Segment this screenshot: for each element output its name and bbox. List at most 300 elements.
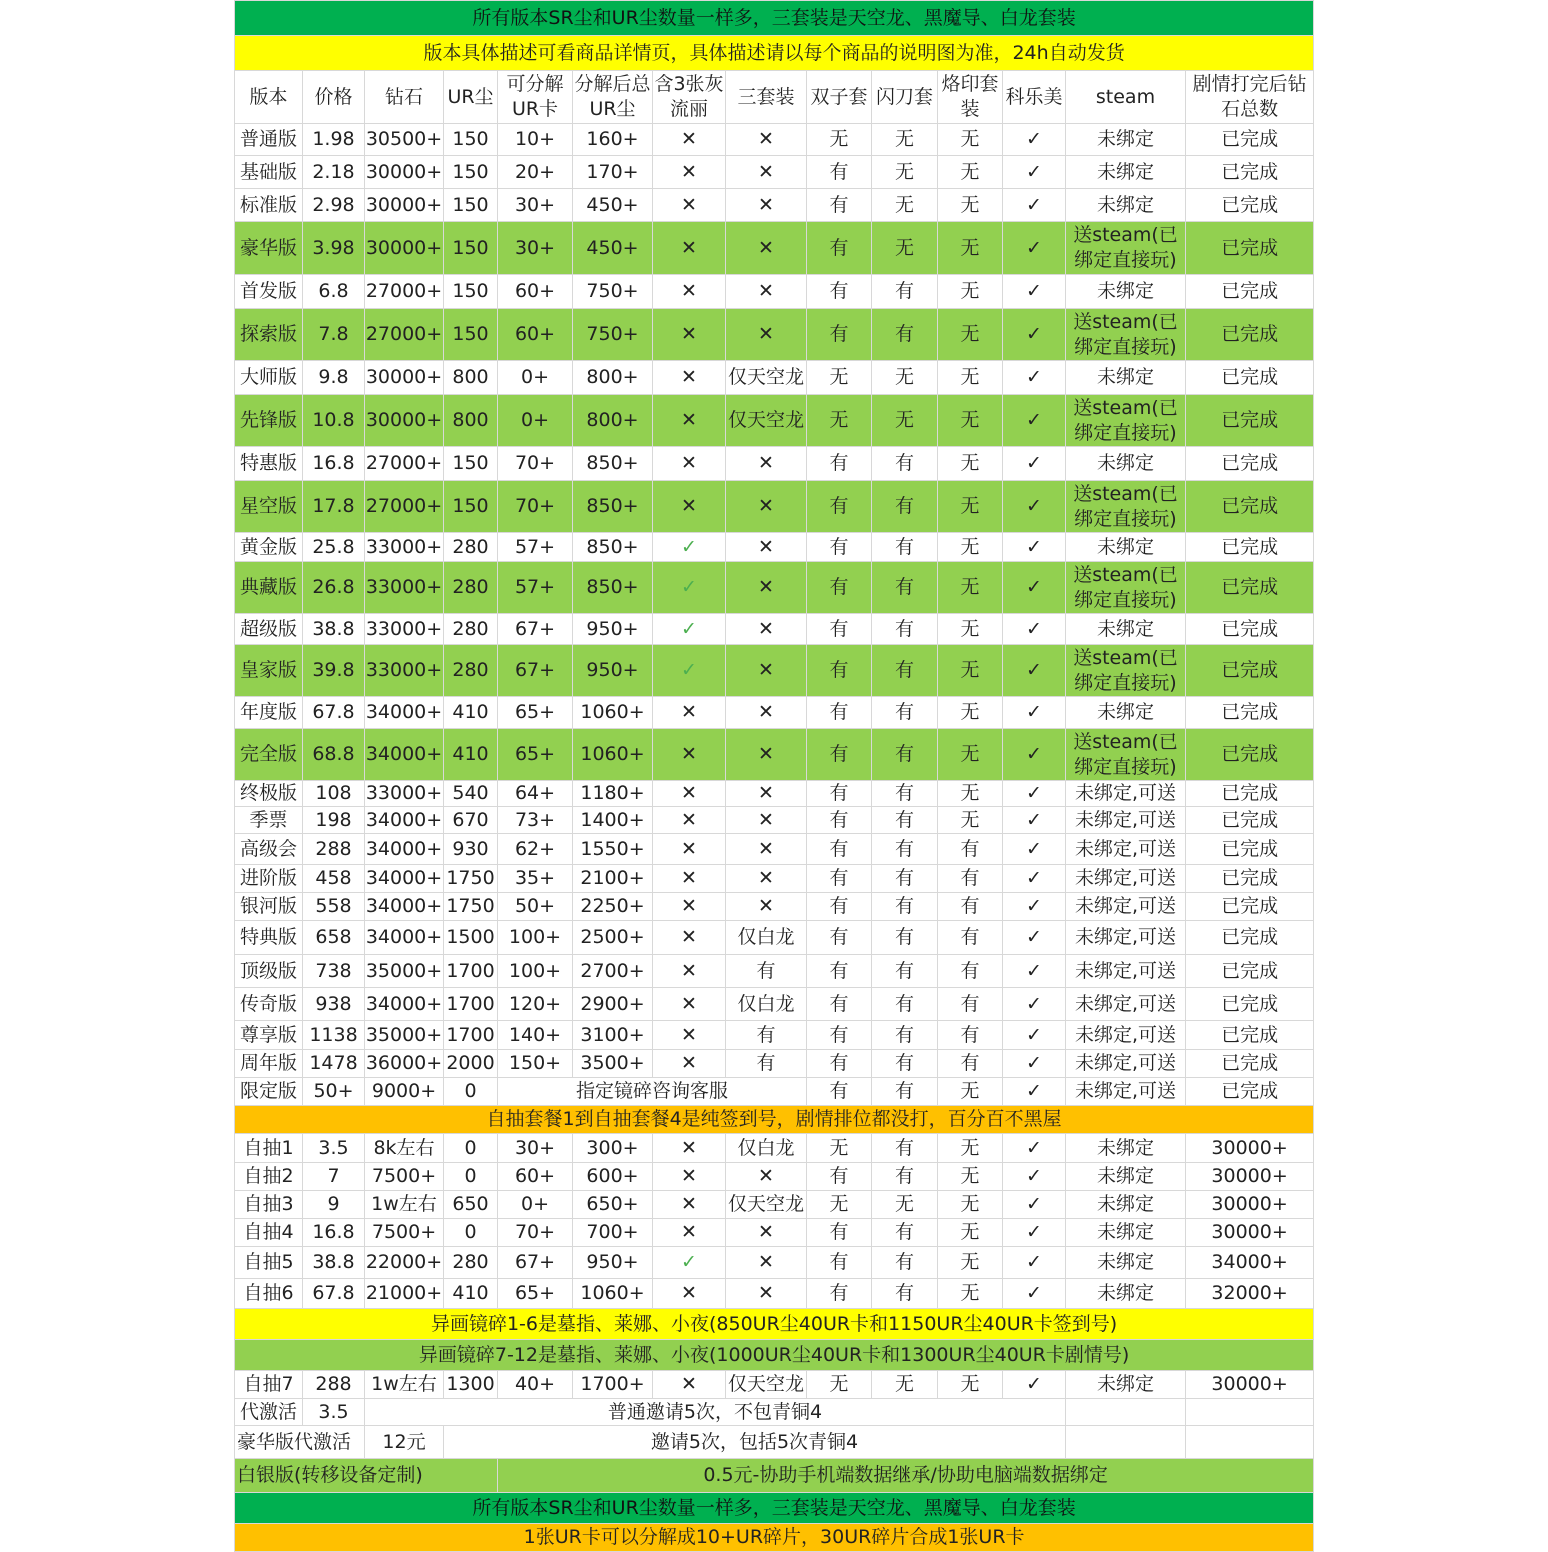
table-cell: 首发版 [235, 275, 303, 309]
table-cell: 代激活 [235, 1399, 303, 1426]
table-cell: 有 [872, 1021, 938, 1050]
table-cell: 300+ [573, 1134, 653, 1163]
table-cell: 100+ [498, 921, 573, 955]
column-header: 科乐美 [1003, 71, 1066, 124]
table-cell: 50+ [303, 1078, 365, 1106]
table-cell: ✕ [653, 1279, 726, 1309]
table-cell: 10+ [498, 124, 573, 156]
table-cell: ✕ [653, 222, 726, 275]
table-cell: 限定版 [235, 1078, 303, 1106]
table-cell: 280 [444, 562, 498, 614]
table-cell: 标准版 [235, 189, 303, 222]
table-cell: 有 [872, 955, 938, 988]
table-cell: 7500+ [365, 1219, 444, 1247]
table-cell: 70+ [498, 481, 573, 533]
table-cell: 27000+ [365, 481, 444, 533]
table-cell: ✕ [726, 189, 807, 222]
table-cell: 有 [807, 1219, 872, 1247]
table-cell: 30000+ [365, 361, 444, 395]
table-cell: 有 [872, 481, 938, 533]
table-cell: 无 [938, 275, 1003, 309]
table-cell: 558 [303, 893, 365, 921]
table-cell: 9000+ [365, 1078, 444, 1106]
table-cell: 38.8 [303, 614, 365, 645]
table-cell: 有 [807, 481, 872, 533]
table-cell: ✕ [653, 955, 726, 988]
table-cell: 有 [807, 921, 872, 955]
table-cell: ✓ [1003, 921, 1066, 955]
table-cell: ✓ [1003, 697, 1066, 729]
table-cell: 16.8 [303, 1219, 365, 1247]
limited-note: 指定镜碎咨询客服 [498, 1078, 807, 1106]
table-cell: 无 [938, 481, 1003, 533]
green-note-banner: 异画镜碎7-12是墓指、莱娜、小夜(1000UR尘40UR卡和1300UR尘40UR卡剧情号) [235, 1340, 1314, 1371]
table-cell: ✕ [726, 275, 807, 309]
table-cell: 70+ [498, 1219, 573, 1247]
table-cell: 7.8 [303, 309, 365, 361]
table-cell: 150 [444, 481, 498, 533]
table-cell: 有 [807, 309, 872, 361]
table-row [235, 275, 1314, 309]
table-cell: 无 [807, 1134, 872, 1163]
table-cell: 有 [872, 645, 938, 697]
table-cell: 送steam(已绑定直接玩) [1066, 729, 1186, 781]
table-cell: 1060+ [573, 1279, 653, 1309]
table-cell: 450+ [573, 189, 653, 222]
table-cell: 150 [444, 156, 498, 189]
table-cell: 有 [807, 807, 872, 834]
table-cell: 2100+ [573, 865, 653, 893]
table-cell: 无 [938, 1247, 1003, 1279]
table-cell: 有 [726, 955, 807, 988]
table-cell: 有 [872, 1219, 938, 1247]
table-cell: 1750 [444, 865, 498, 893]
table-cell: ✓ [1003, 1163, 1066, 1191]
table-cell: 33000+ [365, 645, 444, 697]
table-cell: 57+ [498, 533, 573, 562]
table-row [235, 189, 1314, 222]
silver-label: 白银版(转移设备定制) [235, 1459, 498, 1493]
table-cell: 36000+ [365, 1050, 444, 1078]
table-cell: 67+ [498, 645, 573, 697]
table-cell: 送steam(已绑定直接玩) [1066, 562, 1186, 614]
table-cell: ✓ [1003, 865, 1066, 893]
table-cell: ✕ [653, 275, 726, 309]
table-cell: ✕ [653, 309, 726, 361]
table-cell: 30000+ [1186, 1134, 1314, 1163]
table-cell: ✓ [1003, 533, 1066, 562]
table-cell: 1300 [444, 1371, 498, 1399]
table-cell: 仅白龙 [726, 921, 807, 955]
table-cell: 280 [444, 645, 498, 697]
table-cell: 16.8 [303, 447, 365, 481]
table-cell: 150 [444, 447, 498, 481]
table-cell: 已完成 [1186, 481, 1314, 533]
table-cell: 无 [938, 361, 1003, 395]
table-cell: 无 [938, 1078, 1003, 1106]
table-cell: 未绑定,可送 [1066, 1050, 1186, 1078]
table-cell: 传奇版 [235, 988, 303, 1021]
table-cell: 280 [444, 614, 498, 645]
table-cell: 410 [444, 729, 498, 781]
table-cell: 850+ [573, 533, 653, 562]
table-cell: 有 [807, 1021, 872, 1050]
table-cell: 已完成 [1186, 697, 1314, 729]
table-row [235, 697, 1314, 729]
table-cell: 送steam(已绑定直接玩) [1066, 222, 1186, 275]
table-cell: 未绑定,可送 [1066, 1021, 1186, 1050]
bottom-banner-1-row [235, 1493, 1314, 1524]
table-cell: 198 [303, 807, 365, 834]
table-row [235, 447, 1314, 481]
table-cell: ✓ [1003, 893, 1066, 921]
table-cell: 已完成 [1186, 893, 1314, 921]
table-cell: 1550+ [573, 834, 653, 865]
table-cell: ✕ [653, 729, 726, 781]
table-cell: 有 [807, 955, 872, 988]
table-cell: 458 [303, 865, 365, 893]
table-cell: ✕ [653, 189, 726, 222]
table-cell: ✓ [1003, 395, 1066, 447]
table-row [235, 222, 1314, 275]
column-header: 可分解UR卡 [498, 71, 573, 124]
table-cell: ✕ [726, 124, 807, 156]
column-header: 三套装 [726, 71, 807, 124]
table-cell: 150 [444, 189, 498, 222]
table-cell: 150 [444, 309, 498, 361]
table-cell: 120+ [498, 988, 573, 1021]
table-cell: 有 [872, 1134, 938, 1163]
table-cell: 950+ [573, 645, 653, 697]
table-cell: ✕ [726, 645, 807, 697]
table-cell: 无 [872, 156, 938, 189]
table-row [235, 893, 1314, 921]
table-cell: 有 [938, 988, 1003, 1021]
table-cell: ✕ [653, 697, 726, 729]
table-cell: 未绑定,可送 [1066, 807, 1186, 834]
table-cell: 有 [938, 1021, 1003, 1050]
table-cell: 仅白龙 [726, 1134, 807, 1163]
table-cell: 有 [938, 893, 1003, 921]
table-cell: ✓ [1003, 1279, 1066, 1309]
table-cell: 2900+ [573, 988, 653, 1021]
table-cell: 68.8 [303, 729, 365, 781]
table-cell: 终极版 [235, 781, 303, 807]
table-cell: 600+ [573, 1163, 653, 1191]
table-cell: 未绑定 [1066, 1191, 1186, 1219]
table-cell: 33000+ [365, 533, 444, 562]
table-cell: 30000+ [1186, 1191, 1314, 1219]
table-cell: ✕ [653, 1163, 726, 1191]
table-cell: ✓ [1003, 275, 1066, 309]
table-cell: 25.8 [303, 533, 365, 562]
table-cell: 2250+ [573, 893, 653, 921]
table-cell: 150 [444, 222, 498, 275]
table-cell: ✓ [653, 1247, 726, 1279]
table-cell: 无 [938, 562, 1003, 614]
table-row [235, 865, 1314, 893]
table-cell: 已完成 [1186, 955, 1314, 988]
table-cell: ✓ [1003, 309, 1066, 361]
table-cell: 1.98 [303, 124, 365, 156]
table-cell: 无 [938, 1279, 1003, 1309]
table-cell: 已完成 [1186, 1078, 1314, 1106]
table-cell: 基础版 [235, 156, 303, 189]
table-cell: 有 [872, 697, 938, 729]
silver-row [235, 1459, 1314, 1493]
table-cell: 有 [807, 988, 872, 1021]
table-cell: 1478 [303, 1050, 365, 1078]
table-cell: 33000+ [365, 781, 444, 807]
deluxe-activation-label: 豪华版代激活 [235, 1426, 365, 1459]
table-cell: 先锋版 [235, 395, 303, 447]
table-cell: 3.98 [303, 222, 365, 275]
table-cell: 大师版 [235, 361, 303, 395]
table-cell: 未绑定,可送 [1066, 1078, 1186, 1106]
table-cell: 有 [872, 533, 938, 562]
table-cell: 150 [444, 275, 498, 309]
table-cell: 无 [938, 533, 1003, 562]
column-header: 闪刀套 [872, 71, 938, 124]
table-cell: 仅天空龙 [726, 395, 807, 447]
table-cell: 有 [726, 1050, 807, 1078]
table-cell: 有 [938, 921, 1003, 955]
table-cell: 30000+ [365, 189, 444, 222]
table-cell: 有 [872, 834, 938, 865]
table-cell: 无 [807, 124, 872, 156]
table-cell: 无 [807, 395, 872, 447]
table-cell: 进阶版 [235, 865, 303, 893]
column-header: 分解后总UR尘 [573, 71, 653, 124]
bottom-banner-2-row [235, 1524, 1314, 1552]
table-cell: 已完成 [1186, 645, 1314, 697]
table-cell: 30000+ [1186, 1371, 1314, 1399]
table-cell: 特典版 [235, 921, 303, 955]
table-cell: ✓ [1003, 562, 1066, 614]
empty-cell [1066, 1399, 1186, 1426]
table-cell: 周年版 [235, 1050, 303, 1078]
table-cell: 无 [938, 189, 1003, 222]
table-cell: 已完成 [1186, 361, 1314, 395]
table-cell: 已完成 [1186, 834, 1314, 865]
price-table-sheet [234, 0, 1313, 1552]
table-cell: 有 [938, 834, 1003, 865]
table-row [235, 1163, 1314, 1191]
table-cell: ✕ [653, 1134, 726, 1163]
table-cell: 26.8 [303, 562, 365, 614]
table-cell: 27000+ [365, 275, 444, 309]
table-cell: 皇家版 [235, 645, 303, 697]
table-row [235, 1134, 1314, 1163]
table-cell: 1500 [444, 921, 498, 955]
table-cell: ✕ [653, 124, 726, 156]
table-cell: 0+ [498, 361, 573, 395]
table-cell: 1700 [444, 955, 498, 988]
table-cell: 未绑定 [1066, 1219, 1186, 1247]
table-cell: 100+ [498, 955, 573, 988]
table-cell: 完全版 [235, 729, 303, 781]
table-cell: 12元 [365, 1426, 444, 1459]
table-cell: 30+ [498, 222, 573, 275]
table-cell: 有 [807, 834, 872, 865]
table-cell: 32000+ [1186, 1279, 1314, 1309]
table-cell: 150+ [498, 1050, 573, 1078]
table-cell: 57+ [498, 562, 573, 614]
table-cell: 67+ [498, 614, 573, 645]
activation-desc: 普通邀请5次，不包青铜4 [365, 1399, 1066, 1426]
yellow-note-banner: 异画镜碎1-6是墓指、莱娜、小夜(850UR尘40UR卡和1150UR尘40UR卡签到号) [235, 1309, 1314, 1340]
table-cell: 无 [938, 1219, 1003, 1247]
table-cell: 750+ [573, 309, 653, 361]
table-cell: 无 [938, 645, 1003, 697]
table-cell: 2700+ [573, 955, 653, 988]
green-note-banner-row [235, 1340, 1314, 1371]
table-cell: ✓ [1003, 447, 1066, 481]
table-cell: 2000 [444, 1050, 498, 1078]
table-cell: 有 [872, 1279, 938, 1309]
table-cell: 年度版 [235, 697, 303, 729]
table-cell: 已完成 [1186, 275, 1314, 309]
table-cell: 1700 [444, 1021, 498, 1050]
table-cell: 3.5 [303, 1134, 365, 1163]
table-cell: ✕ [726, 309, 807, 361]
table-cell: 60+ [498, 309, 573, 361]
table-cell: 280 [444, 533, 498, 562]
table-cell: 有 [872, 1078, 938, 1106]
table-cell: 410 [444, 697, 498, 729]
table-cell: ✕ [653, 481, 726, 533]
table-cell: ✓ [1003, 1134, 1066, 1163]
table-cell: ✕ [726, 533, 807, 562]
table-cell: 有 [807, 447, 872, 481]
table-cell: 0 [444, 1163, 498, 1191]
table-cell: ✓ [1003, 1371, 1066, 1399]
table-cell: ✕ [653, 1191, 726, 1219]
table-cell: ✓ [1003, 481, 1066, 533]
table-cell: 未绑定 [1066, 1371, 1186, 1399]
table-cell: 未绑定 [1066, 697, 1186, 729]
table-cell: 22000+ [365, 1247, 444, 1279]
table-cell: 仅天空龙 [726, 1371, 807, 1399]
table-cell: ✕ [726, 834, 807, 865]
table-cell: 1700+ [573, 1371, 653, 1399]
table-cell: 未绑定 [1066, 447, 1186, 481]
table-cell: 无 [938, 1191, 1003, 1219]
table-cell: 自抽2 [235, 1163, 303, 1191]
self-draw-banner: 自抽套餐1到自抽套餐4是纯签到号，剧情排位都没打，百分百不黑屋 [235, 1106, 1314, 1134]
table-cell: 有 [872, 309, 938, 361]
table-cell: 有 [872, 921, 938, 955]
table-cell: 3.5 [303, 1399, 365, 1426]
table-row [235, 729, 1314, 781]
table-cell: 650+ [573, 1191, 653, 1219]
table-cell: 无 [938, 1163, 1003, 1191]
table-cell: 34000+ [365, 697, 444, 729]
column-header: 价格 [303, 71, 365, 124]
table-cell: ✕ [653, 1021, 726, 1050]
table-cell: ✓ [1003, 1219, 1066, 1247]
table-cell: 30000+ [1186, 1219, 1314, 1247]
table-cell: ✓ [1003, 781, 1066, 807]
table-cell: 800 [444, 395, 498, 447]
table-row [235, 1191, 1314, 1219]
table-cell: 34000+ [365, 893, 444, 921]
table-cell: 无 [938, 156, 1003, 189]
table-cell: 无 [872, 124, 938, 156]
table-row [235, 1050, 1314, 1078]
table-row [235, 1021, 1314, 1050]
table-row [235, 1247, 1314, 1279]
table-row [235, 156, 1314, 189]
table-cell: 豪华版 [235, 222, 303, 275]
table-cell: 未绑定,可送 [1066, 893, 1186, 921]
column-header: 钻石 [365, 71, 444, 124]
table-cell: 1750 [444, 893, 498, 921]
table-cell: 35+ [498, 865, 573, 893]
table-cell: 已完成 [1186, 781, 1314, 807]
column-header: 双子套 [807, 71, 872, 124]
table-cell: 有 [872, 275, 938, 309]
table-cell: 有 [872, 1050, 938, 1078]
table-cell: 33000+ [365, 614, 444, 645]
table-cell: 35000+ [365, 955, 444, 988]
table-cell: 自抽5 [235, 1247, 303, 1279]
table-cell: 17.8 [303, 481, 365, 533]
table-cell: 150 [444, 124, 498, 156]
table-cell: 650 [444, 1191, 498, 1219]
table-cell: 典藏版 [235, 562, 303, 614]
table-cell: 探索版 [235, 309, 303, 361]
empty-cell [1066, 1426, 1186, 1459]
table-cell: ✕ [653, 156, 726, 189]
table-cell: 有 [807, 275, 872, 309]
table-cell: 有 [872, 893, 938, 921]
table-cell: 普通版 [235, 124, 303, 156]
table-cell: 67.8 [303, 1279, 365, 1309]
table-cell: 仅天空龙 [726, 1191, 807, 1219]
table-cell: 特惠版 [235, 447, 303, 481]
table-cell: 850+ [573, 562, 653, 614]
table-cell: 未绑定 [1066, 1279, 1186, 1309]
table-cell: 170+ [573, 156, 653, 189]
table-row [235, 124, 1314, 156]
table-cell: 已完成 [1186, 865, 1314, 893]
table-cell: 有 [807, 865, 872, 893]
table-cell: 108 [303, 781, 365, 807]
table-cell: 9 [303, 1191, 365, 1219]
table-cell: 有 [807, 729, 872, 781]
table-cell: 无 [938, 697, 1003, 729]
table-cell: ✓ [1003, 834, 1066, 865]
column-header: UR尘 [444, 71, 498, 124]
table-cell: 35000+ [365, 1021, 444, 1050]
table-cell: 30000+ [1186, 1163, 1314, 1191]
table-cell: 950+ [573, 1247, 653, 1279]
table-cell: 7 [303, 1163, 365, 1191]
table-cell: ✕ [726, 614, 807, 645]
table-cell: 未绑定,可送 [1066, 921, 1186, 955]
table-cell: 银河版 [235, 893, 303, 921]
table-cell: 无 [938, 614, 1003, 645]
table-cell: 已完成 [1186, 447, 1314, 481]
table-cell: 有 [872, 865, 938, 893]
table-cell: ✕ [653, 447, 726, 481]
table-cell: 21000+ [365, 1279, 444, 1309]
table-cell: 未绑定 [1066, 1163, 1186, 1191]
table-cell: ✓ [1003, 222, 1066, 275]
deluxe-activation-desc: 邀请5次，包括5次青铜4 [444, 1426, 1066, 1459]
table-cell: 0+ [498, 1191, 573, 1219]
